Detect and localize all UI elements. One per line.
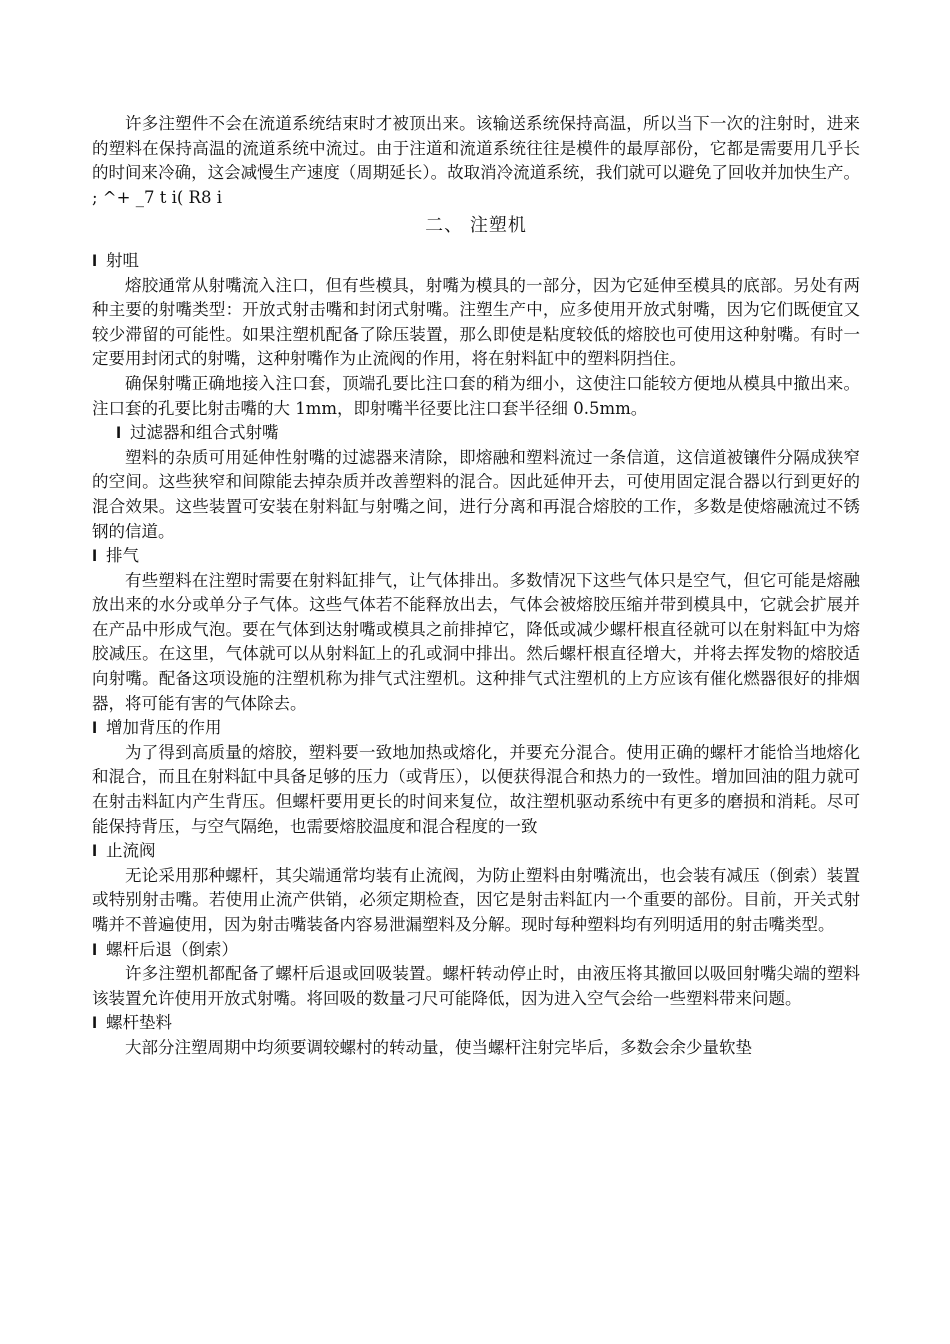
subheading-label: 排气 — [106, 546, 139, 566]
subheading-check-valve — [92, 839, 860, 864]
subheading-label: 射咀 — [106, 250, 139, 270]
body-paragraph: 确保射嘴正确地接入注口套，顶端孔要比注口套的稍为细小，这使注口能较方便地从模具中撤出来。注口套的孔要比射击嘴的大 1mm，即射嘴半径要比注口套半径细 0.5mm。 — [92, 373, 860, 418]
body-paragraph: 许多注塑机都配备了螺杆后退或回吸装置。螺杆转动停止时，由液压将其撤回以吸回射嘴尖端的塑料该装置允许使用开放式射嘴。将回吸的数量刁尺可能降低，因为进入空气会给一些塑料带来问题。 — [92, 964, 860, 1008]
body-paragraph: 为了得到高质量的熔胶，塑料要一致地加热或熔化，并要充分混合。使用正确的螺杆才能恰当地熔化和混合，而且在射料缸中具备足够的压力（或背压），以便获得混合和热力的一致性。增加回油的阻力就可在射击料缸内产生背压。但螺杆要用更长的时间来复位，故注塑机驱动系统中有更多的磨损和消耗。尽可能保持背压，与空气隔绝，也需要熔胶温度和混合程度的一致 — [92, 742, 860, 836]
bullet-marker: l — [92, 842, 98, 861]
bullet-marker: l — [92, 251, 98, 270]
subheading-venting — [92, 544, 860, 569]
body-paragraph: 塑料的杂质可用延伸性射嘴的过滤器来清除，即熔融和塑料流过一条信道，这信道被镶件分隔成狭窄的空间。这些狭窄和间隙能去掉杂质并改善塑料的混合。因此延伸开去，可使用固定混合器以行到更好的混合效果。这些装置可安装在射料缸与射嘴之间，进行分离和再混合熔胶的工作，多数是使熔融流过不锈钢的信道。 — [92, 447, 860, 541]
body-paragraph: 有些塑料在注塑时需要在射料缸排气，让气体排出。多数情况下这些气体只是空气，但它可能是熔融放出来的水分或单分子气体。这些气体若不能释放出去，气体会被熔胶压缩并带到模具中，它就会扩展并在产品中形成气泡。要在气体到达射嘴或模具之前排掉它，降低或减少螺杆根直径就可以在射料缸中为熔胶减压。在这里，气体就可以从射料缸上的孔或洞中排出。然后螺杆根直径增大，并将去挥发物的熔胶适向射嘴。配备这项设施的注塑机称为排气式注塑机。这种排气式注塑机的上方应该有催化燃器很好的排烟器，将可能有害的气体除去。 — [92, 570, 860, 713]
bullet-marker: l — [92, 547, 98, 566]
subheading-filter — [92, 421, 860, 446]
subheading-nozzle — [92, 249, 860, 274]
intro-paragraph: 许多注塑件不会在流道系统结束时才被顶出来。该输送系统保持高温，所以当下一次的注射时，进来的塑料在保持高温的流道系统中流过。由于注道和流道系统往往是模件的最厚部份，它都是需要用几乎长的时间来冷确，这会减慢生产速度（周期延长）。故取消冷流道系统，我们就可以避免了回收并加快生产。 ; ^+ _7 t i( R8 i — [92, 114, 860, 207]
subheading-screw-cushion — [92, 1011, 860, 1036]
body-paragraph: 无论采用那种螺杆，其尖端通常均装有止流阀，为防止塑料由射嘴流出，也会装有减压（倒索）装置或特别射击嘴。若使用止流产供销，必须定期检查，因它是射击料缸内一个重要的部份。目前，开关式射嘴并不普遍使用，因为射击嘴装备内容易泄漏塑料及分解。现时每种塑料均有列明适用的射击嘴类型。 — [92, 865, 860, 934]
section-heading: 二、 注塑机 — [425, 215, 527, 237]
subheading-label: 过滤器和组合式射嘴 — [130, 423, 279, 443]
subheading-back-pressure — [92, 716, 860, 741]
bullet-marker: l — [92, 1014, 98, 1033]
document-page — [92, 112, 860, 1061]
body-paragraph: 大部分注塑周期中均须要调较螺村的转动量，使当螺杆注射完毕后，多数会余少量软垫 — [125, 1037, 752, 1057]
subheading-label: 增加背压的作用 — [106, 718, 222, 738]
body-paragraph: 熔胶通常从射嘴流入注口，但有些模具，射嘴为模具的一部分，因为它延伸至模具的底部。另处有两种主要的射嘴类型：开放式射击嘴和封闭式射嘴。注塑生产中，应多使用开放式射嘴，因为它们既便宜又较少滞留的可能性。如果注塑机配备了除压装置，那么即使是粘度较低的熔胶也可使用这种射嘴。有时一定要用封闭式的射嘴，这种射嘴作为止流阀的作用，将在射料缸中的塑料阴挡住。 — [92, 275, 860, 369]
subheading-screw-retraction — [92, 938, 860, 963]
subheading-label: 螺杆垫料 — [106, 1013, 172, 1033]
subheading-label: 止流阀 — [106, 841, 156, 861]
bullet-marker: l — [92, 719, 98, 738]
subheading-label: 螺杆后退（倒索） — [106, 939, 238, 959]
bullet-marker: l — [116, 424, 122, 443]
bullet-marker: l — [92, 940, 98, 959]
